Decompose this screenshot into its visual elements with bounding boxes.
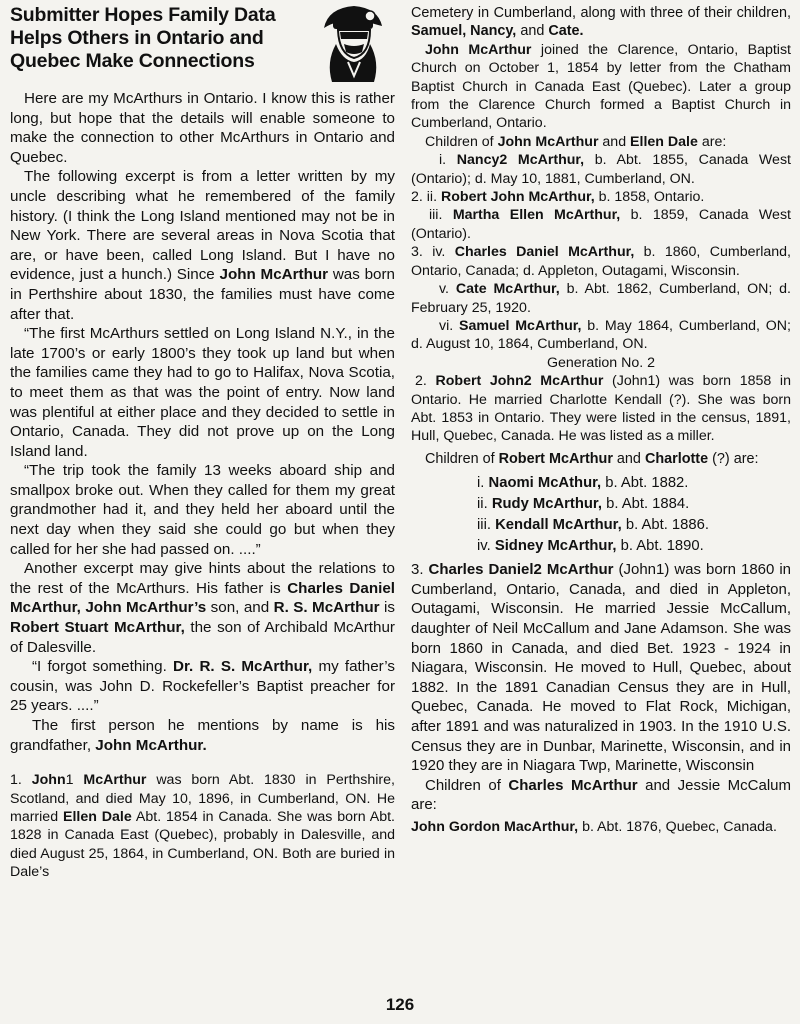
- intro-paragraph: Here are my McArthurs in Ontario. I know this is rather long, but hope that the details will enable someone to make the connection to other McArthurs in Ontario and Quebec.: [10, 90, 395, 166]
- church-paragraph: John McArthur joined the Clarence, Ontario, Baptist Church on October 1, 1854 by letter from the Chatham Baptist Church in Canada East (Quebec). Later a group from the Clarence Church formed a Baptist Church in Cumberland, Ontario.: [411, 41, 791, 132]
- quote-paragraph-2: “The trip took the family 13 weeks aboard ship and smallpox broke out. When they called for them my great grandmother had it, and they held her aboard until the next day when they said she could go but when they called for her she had passed on. ....”: [10, 462, 395, 558]
- child-entry: i. Nancy2 McArthur, b. Abt. 1855, Canada West (Ontario); d. May 10, 1881, Cumberland, ON.: [411, 152, 791, 187]
- right-column: [411, 4, 791, 836]
- child-entry: vi. Samuel McArthur, b. May 1864, Cumberland, ON; d. August 10, 1864, Cumberland, ON.: [411, 317, 791, 353]
- grandfather-paragraph: The first person he mentions by name is his grandfather, John McArthur.: [10, 717, 395, 754]
- headline-line-1: Submitter Hopes Family Data: [10, 4, 276, 26]
- person-name: R. S. McArthur: [273, 599, 380, 617]
- page-number: 126: [385, 995, 415, 1014]
- person-name: Ellen Dale: [63, 809, 132, 825]
- article-headline: [10, 4, 310, 73]
- person-name: John McArthur: [219, 266, 329, 284]
- person-name: Charles Daniel McArthur, John McArthur’s: [10, 579, 395, 617]
- list-item: ii. Rudy McArthur, b. Abt. 1884.: [477, 496, 690, 513]
- person-name: John McArthur.: [95, 736, 207, 754]
- generation-1-entry: 1. John1 McArthur was born Abt. 1830 in Perthshire, Scotland, and died May 10, 1896, in Cumberland, ON. He married Ellen Dale Abt. 1854 in Canada. She was born Abt. 1828 in Canada East (Quebec), probably in Dalesville, and died August 25, 1864, in Cumberland, ON. Both are buried in Dale’s: [10, 772, 395, 881]
- person-name: Dr. R. S. McArthur,: [173, 658, 313, 676]
- headline-line-2: Helps Others in Ontario and: [10, 27, 264, 49]
- quote-paragraph-3: “I forgot something. Dr. R. S. McArthur, my father’s cousin, was John D. Rockefeller’s Baptist preacher for 25 years. ....”: [10, 658, 395, 715]
- child-entry: iii. Martha Ellen McArthur, b. 1859, Canada West (Ontario).: [411, 207, 791, 242]
- child-entry: 3. iv. Charles Daniel McArthur, b. 1860, Cumberland, Ontario, Canada; d. Appleton, Outagami, Wisconsin.: [411, 244, 791, 279]
- list-item: iii. Kendall McArthur, b. Abt. 1886.: [477, 517, 709, 534]
- children-heading-1: Children of John McArthur and Ellen Dale are:: [425, 133, 727, 150]
- children-heading-3: Children of Charles McArthur and Jessie McCalum are:: [411, 776, 792, 814]
- person-name: Robert Stuart McArthur,: [10, 619, 185, 637]
- excerpt-intro-paragraph: The following excerpt is from a letter written by my uncle describing what he remembered of the family history. (I think the Long Island mentioned may not be in New York. There are several areas in Nova Scotia that are, or have been, called Long Island. But I have no evidence, just a hunch.) Since John McArthur was born in Perthshire about 1830, the families must have come after that.: [10, 168, 395, 323]
- person-name: John McArthur: [425, 41, 532, 58]
- headline-line-3: Quebec Make Connections: [10, 50, 255, 72]
- left-column: [10, 4, 395, 882]
- relations-paragraph: Another excerpt may give hints about the relations to the rest of the McArthurs. His father is Charles Daniel McArthur, John McArthur’s son, and R. S. McArthur is Robert Stuart McArthur, the son of Archibald McArthur of Dalesville.: [10, 560, 395, 656]
- generation-3-entry: 3. Charles Daniel2 McArthur (John1) was born 1860 in Cumberland, Ontario, Canada, and died in Appleton, Outagami, Wisconsin. He married Jessie McCallum, daughter of Neil McCallum and Jane Adamson. She was born 1860 in Canada, and died Bet. 1923 - 1924 in Niagara, Wisconsin. He moved to Hull, Quebec, about 1882. In the 1891 Canadian Census they are in Hull, Quebec, Canada. He moved to Flat Rock, Michigan, after 1891 and was naturalized in 1903. In the 1910 U.S. Census they are in Dunbar, Marinette, Wisconsin, and in 1920 they are in Niagara Twp, Marinette, Wisconsin: [411, 561, 792, 775]
- person-name: John: [31, 772, 66, 789]
- child-entry: John Gordon MacArthur, b. Abt. 1876, Quebec, Canada.: [411, 818, 777, 835]
- child-entry: v. Cate McArthur, b. Abt. 1862, Cumberland, ON; d. February 25, 1920.: [411, 281, 791, 316]
- generation-heading: Generation No. 2: [546, 354, 656, 371]
- quote-paragraph-1: “The first McArthurs settled on Long Island N.Y., in the late 1700’s or early 1800’s they took up land but when the families came they had to go to Halifax, Nova Scotia, to meet them as that was the point of entry. Now land was plentiful at either place and they decided to settle in Ontario, Canada. They did not prove up on the Long Island land.: [10, 325, 395, 460]
- list-item: i. Naomi McAthur, b. Abt. 1882.: [477, 475, 689, 492]
- list-item: iv. Sidney McArthur, b. Abt. 1890.: [477, 538, 704, 555]
- children-list-2: [411, 473, 791, 557]
- burial-continuation: Cemetery in Cumberland, along with three of their children, Samuel, Nancy, and Cate.: [411, 5, 791, 40]
- child-entry: 2. ii. Robert John McArthur, b. 1858, Ontario.: [411, 189, 705, 206]
- children-heading-2: Children of Robert McArthur and Charlotte (?) are:: [425, 450, 759, 467]
- generation-2-entry: 2. Robert John2 McArthur (John1) was born 1858 in Ontario. He married Charlotte Kendall (?). She was born Abt. 1853 in Ontario. They were listed in the census, 1891, Hull, Quebec, Canada. He was listed as a miller.: [411, 373, 791, 445]
